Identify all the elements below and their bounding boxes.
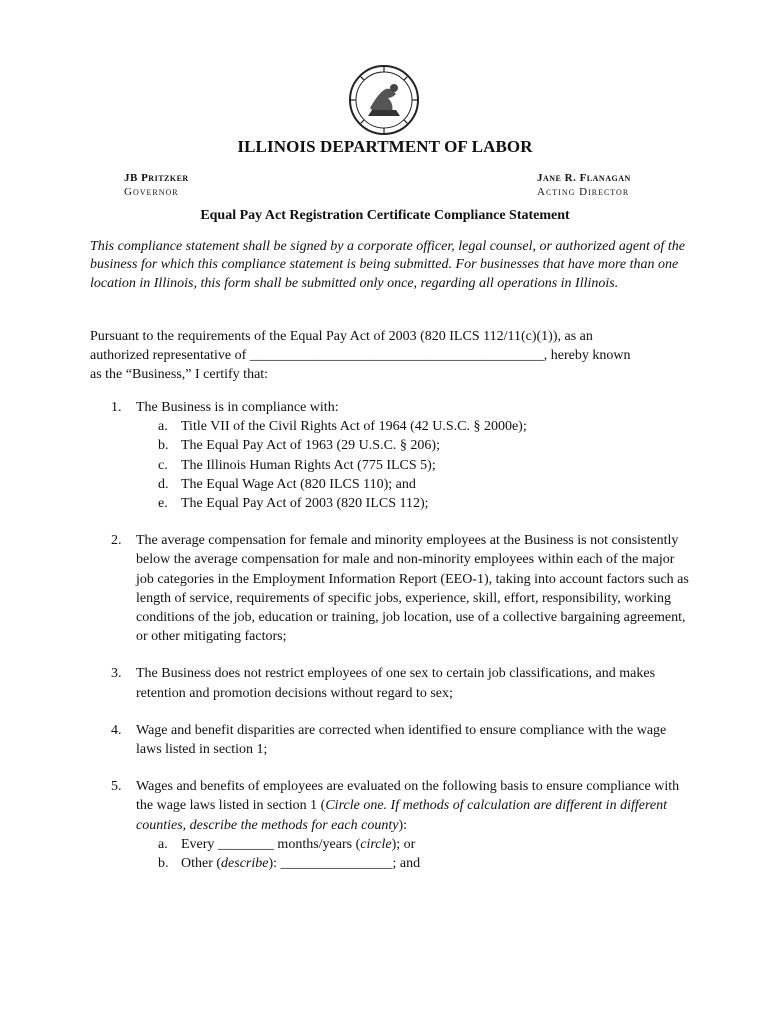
sub-text: Every ________ months/years (: [181, 836, 361, 852]
sub-list-item: [136, 436, 690, 455]
sub-list: [136, 417, 690, 513]
sub-text: The Equal Pay Act of 1963 (29 U.S.C. § 206);: [181, 438, 440, 454]
item-number: 3.: [111, 666, 122, 682]
sub-text: The Equal Pay Act of 2003 (820 ILCS 112);: [181, 496, 429, 512]
sub-text: The Equal Wage Act (820 ILCS 110); and: [181, 476, 416, 492]
item-text: The Business is in compliance with:: [136, 400, 339, 415]
sub-list: [136, 835, 690, 873]
sub-letter: b.: [158, 438, 169, 454]
sub-letter: c.: [158, 457, 168, 473]
intro-paragraph: This compliance statement shall be signed by a corporate officer, legal counsel, or authorized agent of the business for which this compliance statement is being submitted. For businesses that have more than one location in Illinois, this form shall be submitted only once, regarding all operations in Illinois.: [90, 239, 685, 291]
item-text-part: Wages and benefits of employees are evaluated on the following basis to ensure compliance with the wage laws listed in section 1 (: [136, 779, 680, 814]
governor-name: JB Pritzker: [124, 172, 189, 184]
pursuant-line: authorized representative of __________________________________________, hereby known: [90, 348, 631, 363]
sub-text-italic: circle: [360, 836, 392, 852]
sub-text-italic: describe: [221, 856, 269, 872]
list-item: [90, 721, 690, 759]
sub-text: Other (: [181, 856, 222, 872]
sub-list-item: [136, 854, 690, 873]
item-text: The Business does not restrict employees of one sex to certain job classifications, and makes retention and promotion decisions without regard to sex;: [136, 666, 656, 701]
item-text: The average compensation for female and minority employees at the Business is not consistently below the average compensation for male and non-minority employees within each of the major job categories in the Employment Information Report (EEO-1), taking into account factors such as length of service, requirements of specific jobs, experience, skill, effort, responsibility, working conditions of the job, education or training, job location, use of a collective bargaining agreement, or other mitigating factors;: [136, 533, 689, 645]
state-seal-logo: [348, 64, 420, 136]
sub-text: Title VII of the Civil Rights Act of 1964 (42 U.S.C. § 2000e);: [181, 419, 527, 435]
pursuant-line: Pursuant to the requirements of the Equal Pay Act of 2003 (820 ILCS 112/11(c)(1)), as an: [90, 329, 593, 344]
list-item: [90, 664, 690, 702]
document-title: Equal Pay Act Registration Certificate Compliance Statement: [200, 208, 570, 223]
pursuant-paragraph: [90, 327, 690, 384]
list-item: [90, 398, 690, 513]
item-text-part: ):: [398, 817, 407, 833]
item-text: Wage and benefit disparities are corrected when identified to ensure compliance with the wage laws listed in section 1;: [136, 722, 667, 758]
sub-list-item: [136, 475, 690, 494]
sub-letter: e.: [158, 496, 168, 512]
agency-name: ILLINOIS DEPARTMENT OF LABOR: [237, 137, 533, 156]
sub-list-item: [136, 494, 690, 513]
director-title: Acting Director: [537, 186, 630, 198]
sub-text: ); or: [391, 836, 416, 852]
item-number: 5.: [111, 779, 122, 795]
item-number: 4.: [111, 722, 122, 738]
governor-title: Governor: [124, 186, 179, 198]
certification-list: [90, 398, 690, 891]
sub-letter: a.: [158, 419, 168, 435]
governor-block: [124, 171, 189, 199]
sub-letter: b.: [158, 856, 169, 872]
sub-text: The Illinois Human Rights Act (775 ILCS 5);: [181, 457, 436, 473]
pursuant-line: as the “Business,” I certify that:: [90, 367, 269, 382]
item-number: 1.: [111, 400, 122, 415]
list-item: [90, 777, 690, 873]
item-number: 2.: [111, 533, 122, 549]
sub-list-item: [136, 456, 690, 475]
director-block: [537, 171, 631, 199]
sub-list-item: [136, 417, 690, 436]
item-text: [136, 777, 690, 835]
sub-letter: a.: [158, 836, 168, 852]
sub-text: ): ________________; and: [268, 856, 421, 872]
list-item: [90, 531, 690, 646]
sub-letter: d.: [158, 476, 169, 492]
item-text-italic: Circle one. If methods of calculation are different in different counties, describe the methods for each county: [136, 798, 667, 833]
director-name: Jane R. Flanagan: [537, 172, 631, 184]
sub-list-item: [136, 835, 690, 854]
